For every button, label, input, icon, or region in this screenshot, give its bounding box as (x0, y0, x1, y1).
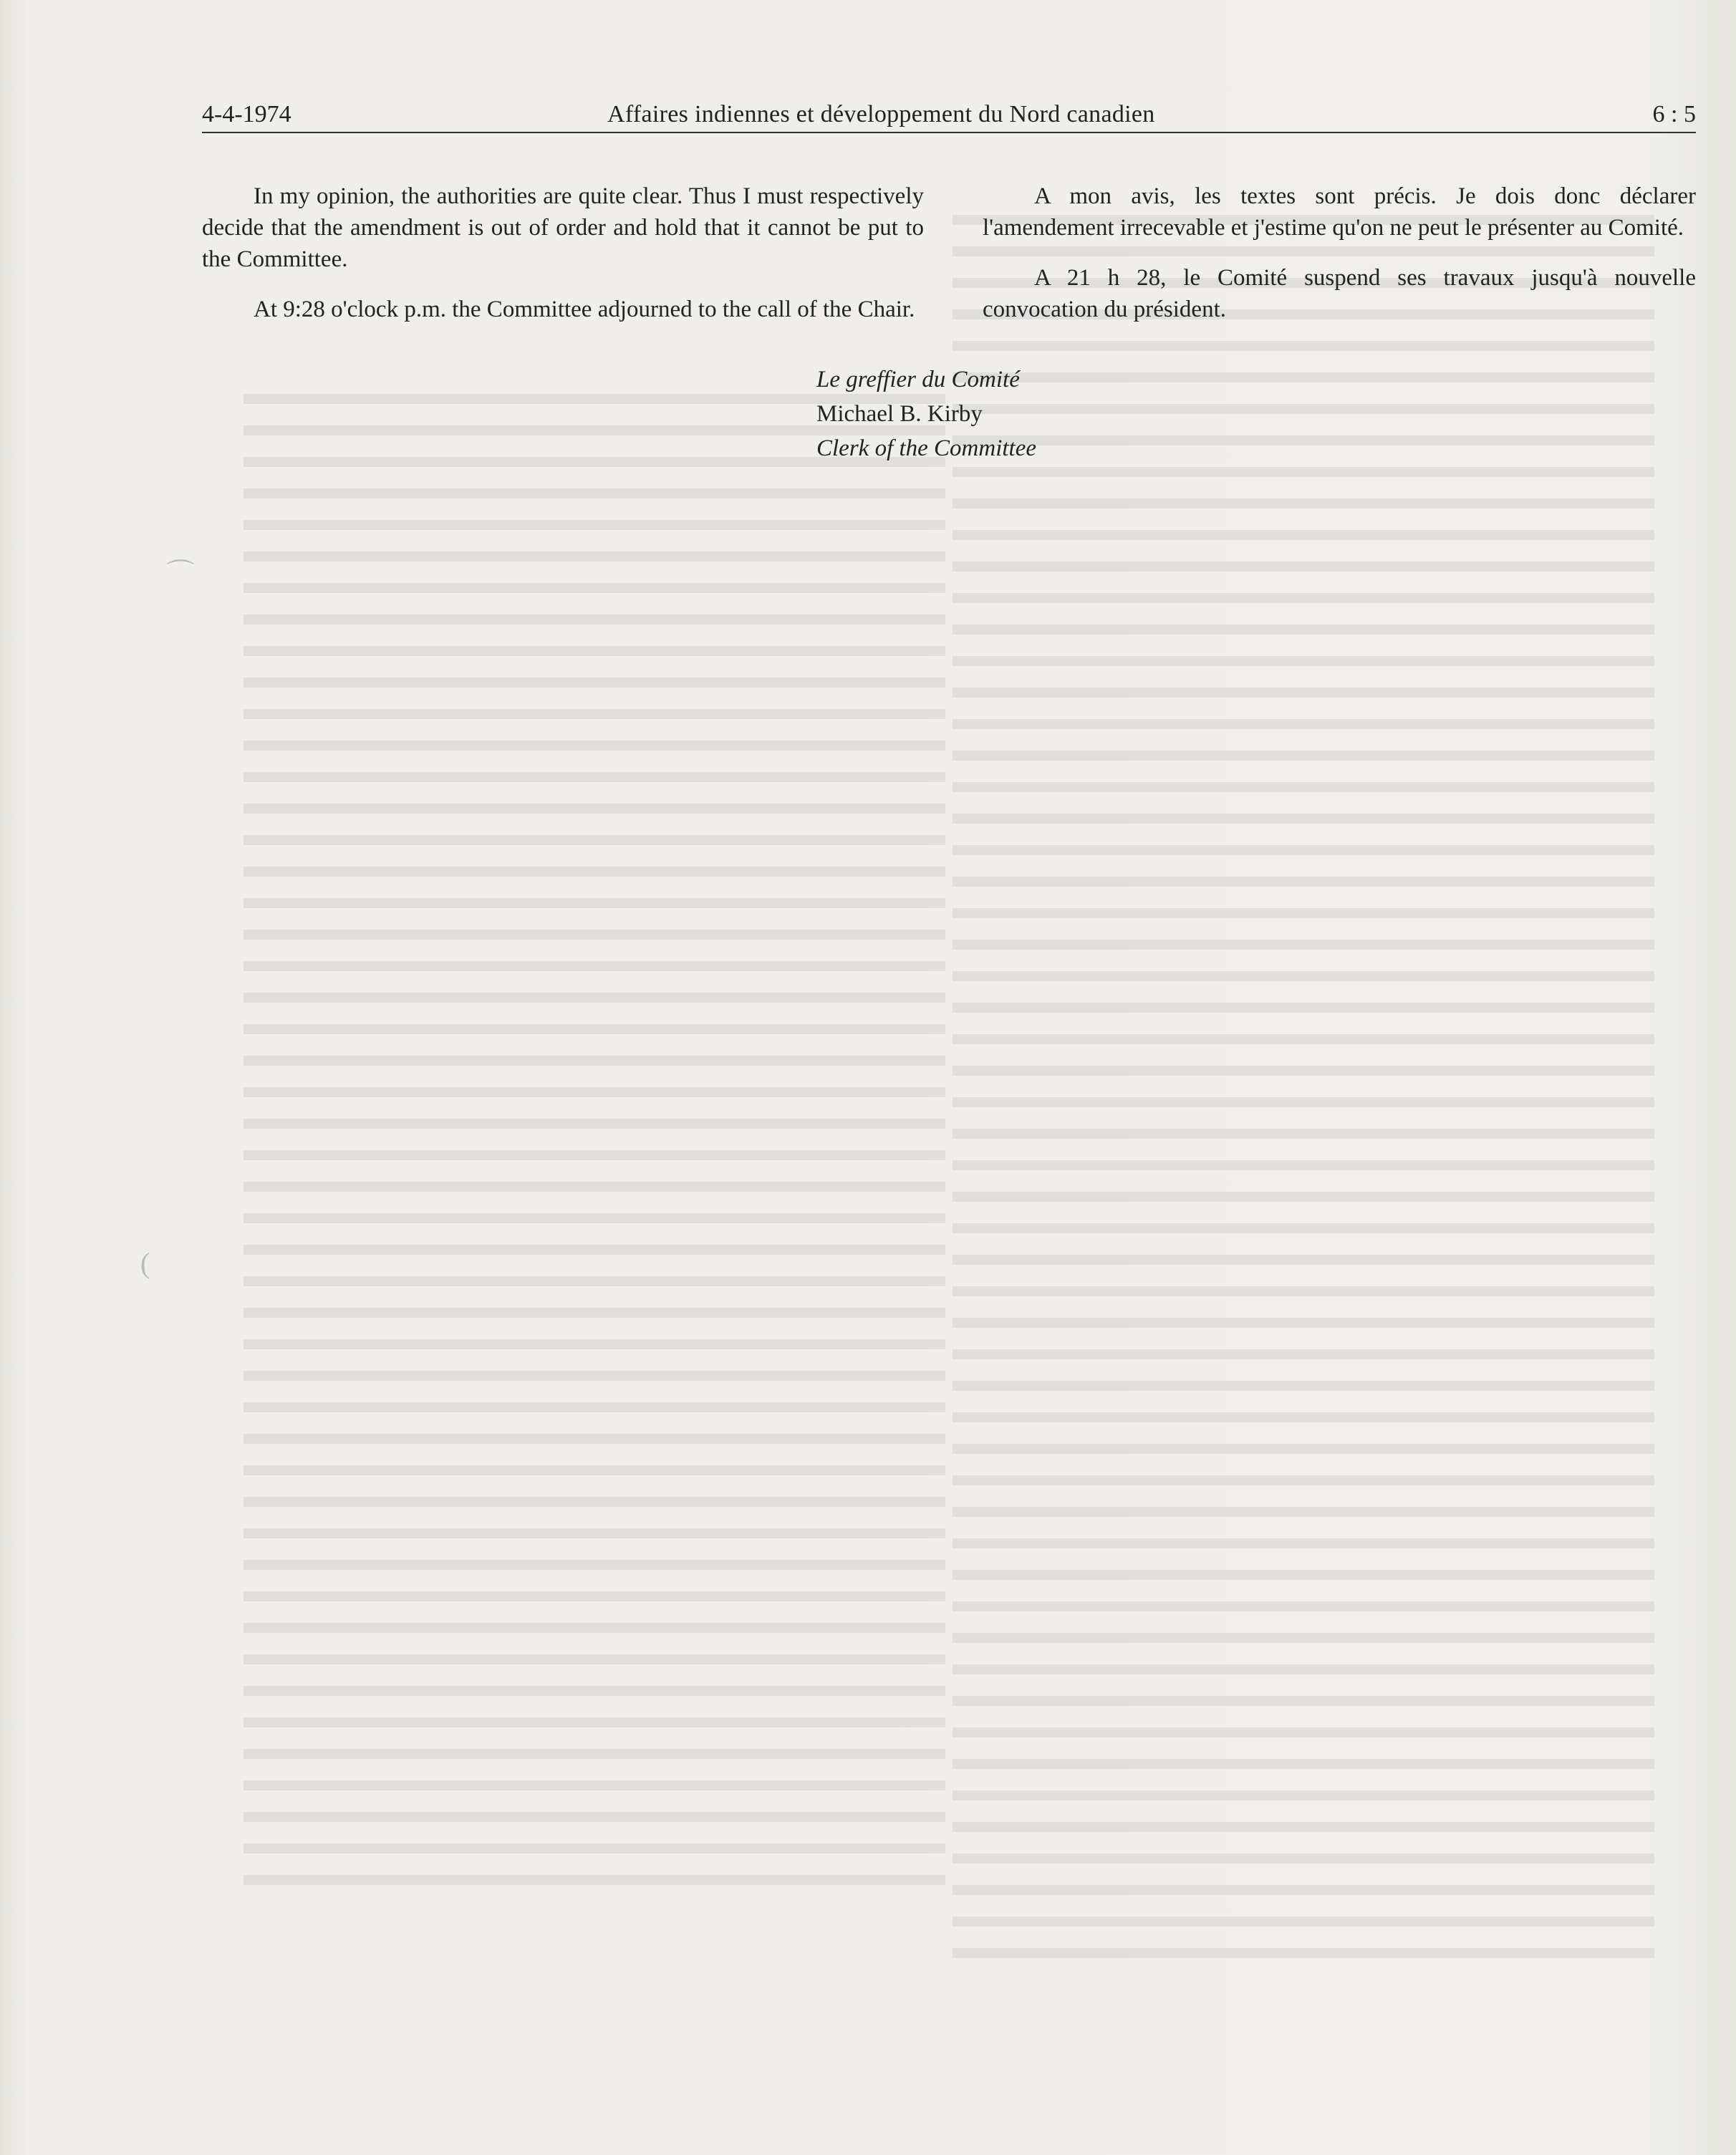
stray-pencil-mark: ⌒ (166, 558, 195, 590)
signature-title-en: Clerk of the Committee (816, 435, 1037, 461)
right-paragraph-2: A 21 h 28, le Comité suspend ses travaux jusqu'à nouvelle convocation du président. (983, 265, 1696, 322)
bleed-through-texture-left (243, 372, 945, 2005)
left-paragraph-1: In my opinion, the authorities are quite clear. Thus I must respectively decide that the amendment is out of order and hold that it cannot be put to the Committee. (202, 183, 924, 272)
stray-pencil-mark: ( (140, 1247, 150, 1279)
header-page-number: 6 : 5 (1652, 101, 1696, 127)
left-paragraph-2: At 9:28 o'clock p.m. the Committee adjourned to the call of the Chair. (254, 297, 915, 322)
signature-title-fr: Le greffier du Comité (816, 367, 1020, 392)
signature-name: Michael B. Kirby (816, 401, 983, 427)
right-column-french (983, 180, 1696, 325)
right-paragraph-1: A mon avis, les textes sont précis. Je dois donc déclarer l'amendement irrecevable et j'estime qu'on ne peut le présenter au Comité. (983, 183, 1696, 241)
bleed-through-texture-right (953, 193, 1654, 2005)
running-header (202, 99, 1696, 133)
left-column-english (202, 180, 924, 325)
header-title: Affaires indiennes et développement du Nord canadien (607, 101, 1155, 127)
header-date: 4-4-1974 (202, 101, 291, 127)
